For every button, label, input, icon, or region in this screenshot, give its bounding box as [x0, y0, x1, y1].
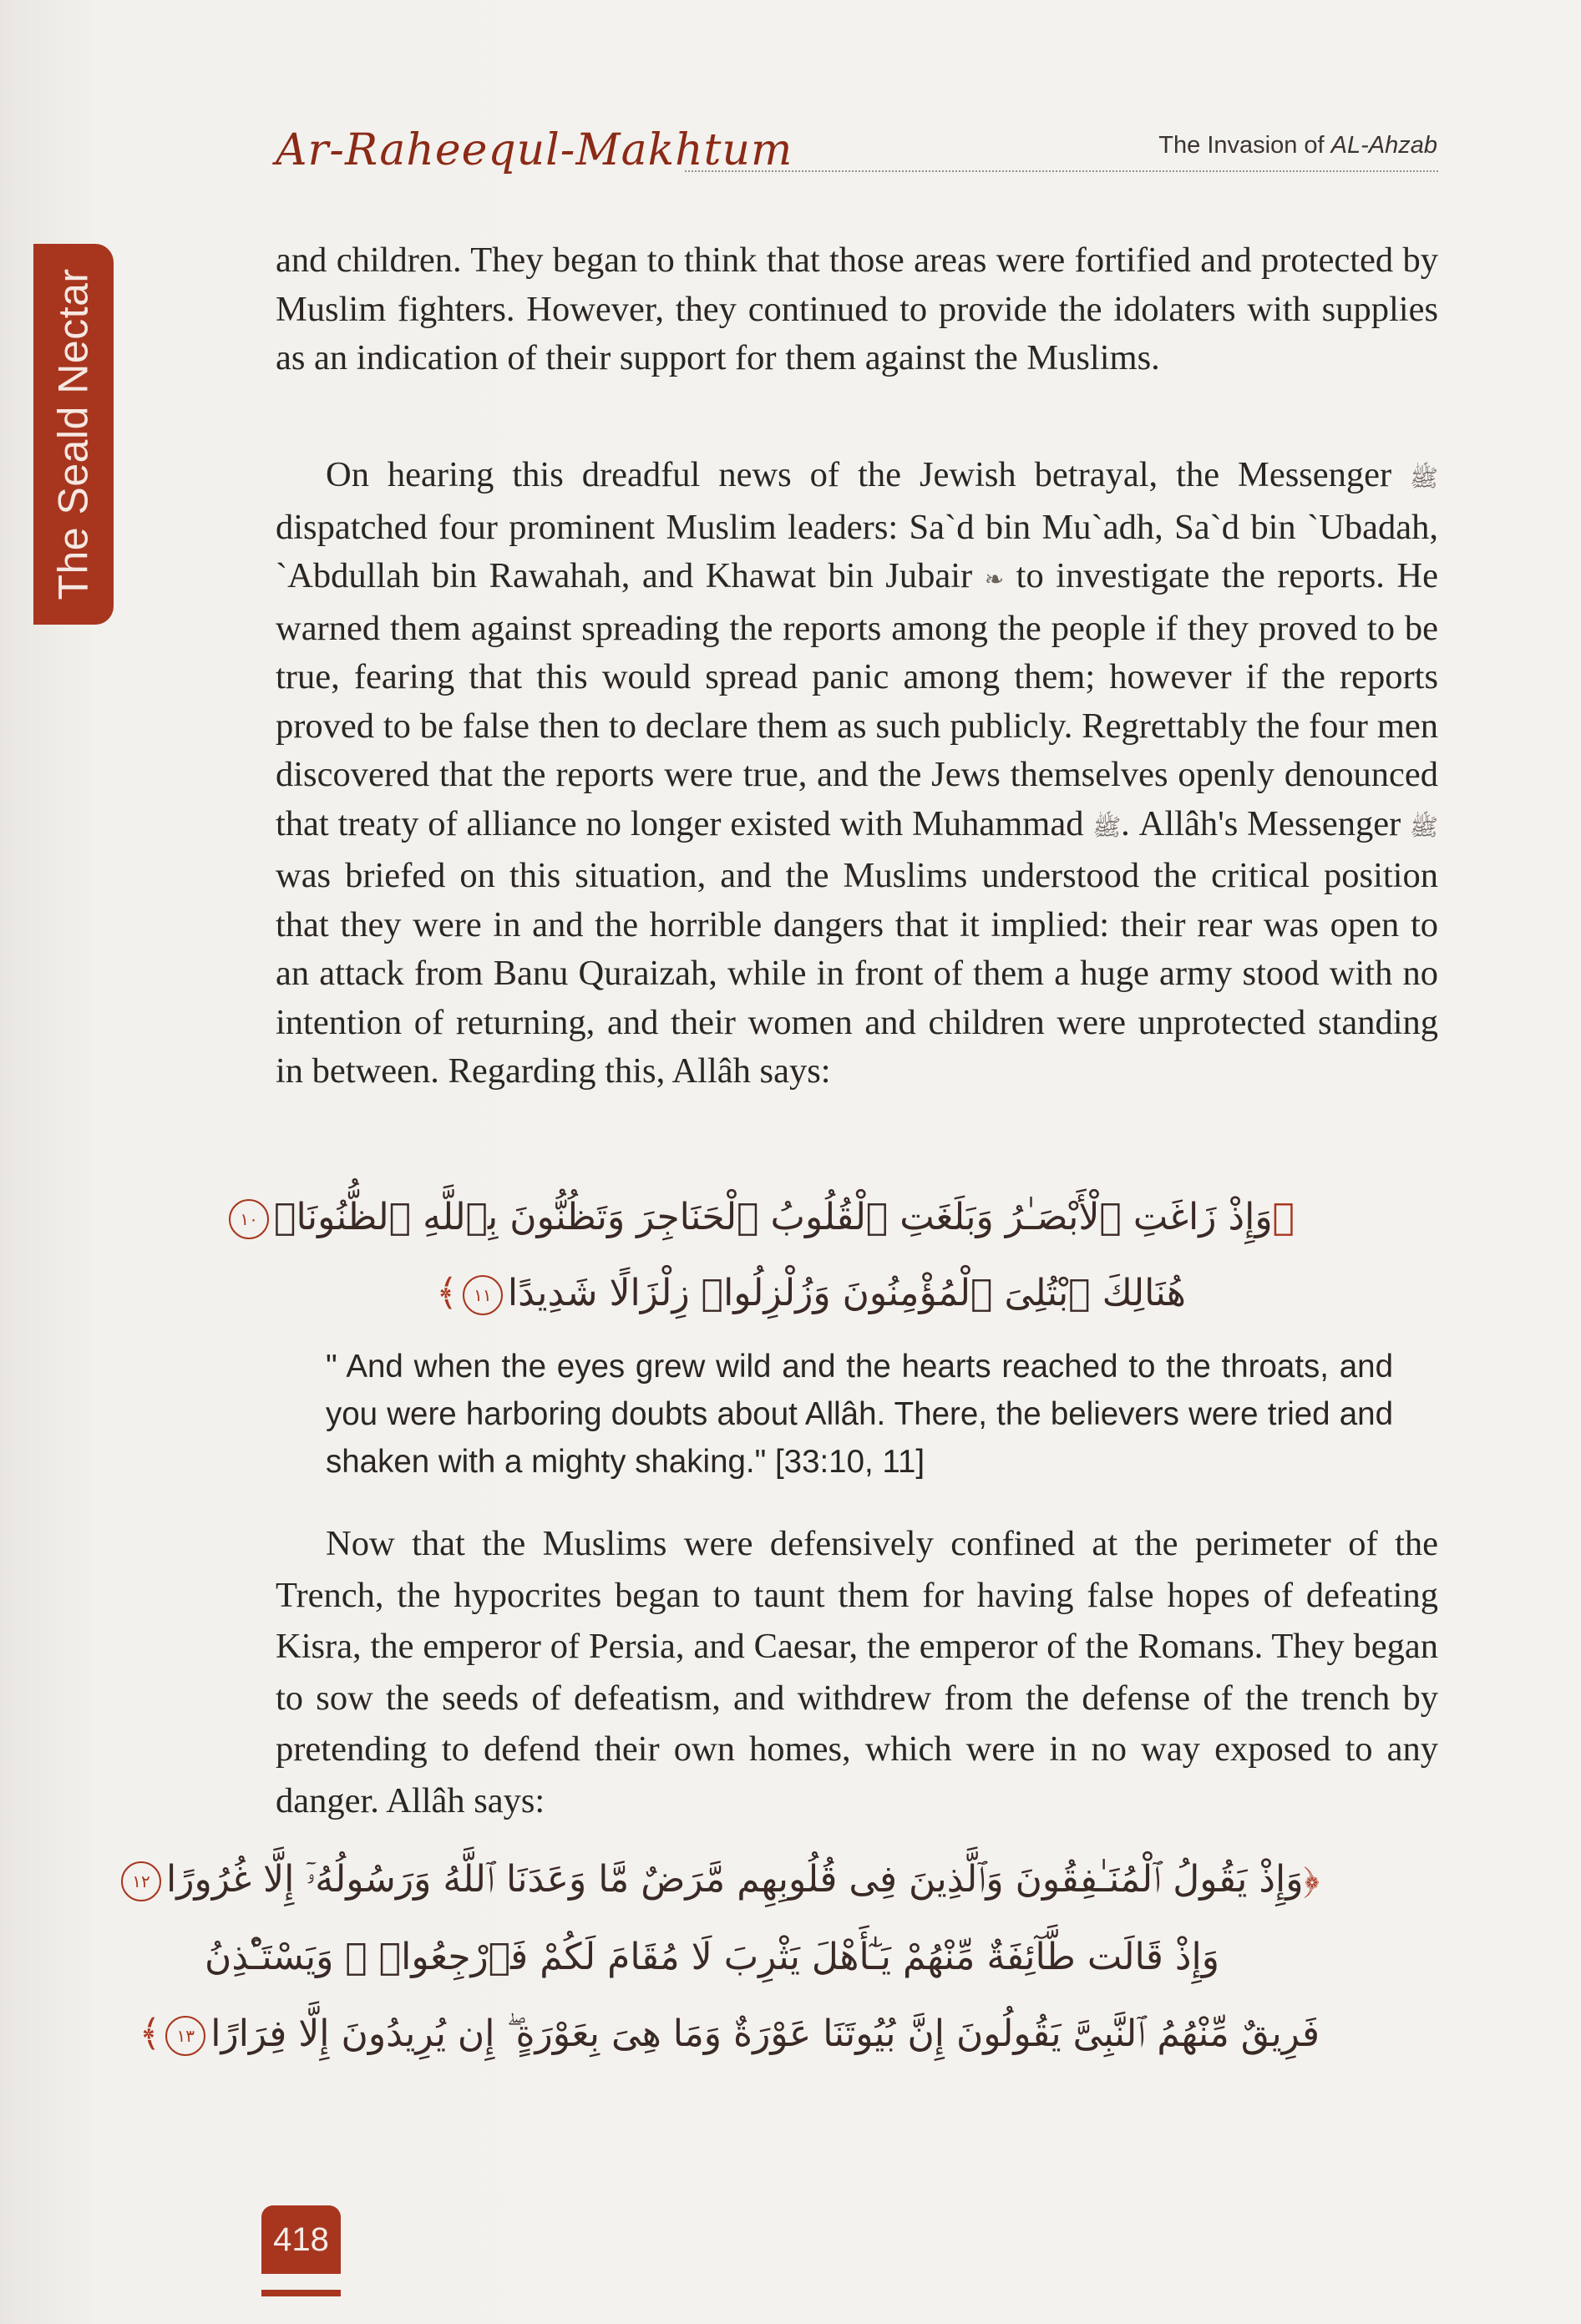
paragraph-1-text: and children. They began to think that those areas were fortified and protected by Muslim fighters. However, they continued to provide the idolaters with supplies as an indication of their support for them against the Muslims.: [276, 241, 1438, 377]
quran-verse-33-13-line-2: [139, 2013, 1320, 2056]
paragraph-2-part-c: to investigate the reports. He warned them against spreading the reports among the people if they proved to be true, fearing that this would spread panic among them; however if the reports proved to be false then to declare them as such publicly. Regrettably the four men discovered that the reports were true, and the Jews themselves openly denounced that treaty of alliance no longer existed with Muhammad: [276, 556, 1439, 843]
verse-number: ١٢: [121, 1861, 161, 1901]
side-tab-label: The Seald Nectar: [50, 268, 97, 600]
paragraph-2-part-d: . Allâh's Messenger: [1121, 803, 1411, 843]
quran-verse-33-13-line-1: [205, 1936, 1219, 1978]
verse-close-bracket: ﴾: [139, 2013, 161, 2055]
quran-verse-33-12: [132, 1858, 1320, 1901]
header-dotted-rule: [685, 170, 1438, 172]
quran-verse-33-11: [436, 1272, 1186, 1315]
verse-number: ١٠: [229, 1199, 269, 1239]
paragraph-2-part-e: was briefed on this situation, and the Muslims understood the critical position that they were in and the horrible dangers that it implied: their rear was open to an attack from Banu Quraizah, while in front of them a huge army stood with no intention of returning, and their women and children were unprotected standing in between. Regarding this, Allâh says:: [276, 856, 1438, 1091]
salawat-symbol-icon: ﷺ: [1410, 813, 1438, 841]
chapter-heading: [1158, 132, 1437, 159]
paragraph-2: [276, 451, 1438, 1096]
verse-close-bracket: ﴾: [436, 1272, 458, 1314]
paragraph-1: [276, 236, 1438, 383]
paragraph-2-part-b: dispatched four prominent Muslim leaders: Sa`d bin Mu`adh, Sa`d bin `Ubadah, `Abdullah bin Rawahah, and Khawat bin Jubair: [276, 507, 1438, 595]
paragraph-2-part-a: On hearing this dreadful news of the Jewish betrayal, the Messenger: [326, 455, 1411, 494]
side-tab: [33, 244, 114, 625]
verse-text: وَإِذْ قَالَت طَّآئِفَةٌ مِّنْهُمْ يَـٰٓأَهْلَ يَثْرِبَ لَا مُقَامَ لَكُمْ فَٱرْجِعُوا۟ ۚ وَيَسْتَـْٔذِنُ: [205, 1936, 1219, 1978]
verse-text: وَإِذْ يَقُولُ ٱلْمُنَـٰفِقُونَ وَٱلَّذِينَ فِى قُلُوبِهِم مَّرَضٌ مَّا وَعَدَنَا ٱللَّهُ وَرَسُولُهُۥٓ إِلَّا غُرُورًا: [166, 1858, 1304, 1901]
radiya-symbol-icon: ❧: [984, 565, 1005, 593]
verse-text: فَرِيقٌ مِّنْهُمُ ٱلنَّبِىَّ يَقُولُونَ إِنَّ بُيُوتَنَا عَوْرَةٌ وَمَا هِىَ بِعَوْرَةٍ ۖ إِن يُرِيدُونَ إِلَّا فِرَارًا: [210, 2013, 1320, 2055]
quran-verse-33-10: [240, 1196, 1295, 1239]
book-title-logo: Ar-Raheequl-Makhtum: [276, 125, 793, 175]
paragraph-3: [276, 1518, 1438, 1826]
verse-translation: " And when the eyes grew wild and the hearts reached to the throats, and you were harboring doubts about Allâh. There, the believers were tried and shaken with a mighty shaking." [33:10, 11]: [326, 1349, 1393, 1480]
verse-open-bracket: ﴿: [1272, 1196, 1295, 1238]
verse-text: هُنَالِكَ ٱبْتُلِىَ ٱلْمُؤْمِنُونَ وَزُلْزِلُوا۟ زِلْزَالًا شَدِيدًا: [507, 1272, 1186, 1314]
page-number: 418: [261, 2205, 341, 2274]
verse-number: ١٣: [165, 2016, 205, 2056]
verse-number: ١١: [463, 1275, 503, 1315]
verse-text: وَإِذْ زَاغَتِ ٱلْأَبْصَـٰرُ وَبَلَغَتِ ٱلْقُلُوبُ ٱلْحَنَاجِرَ وَتَظُنُّونَ بِٱللَّهِ ٱلظُّنُونَا۠: [274, 1196, 1273, 1238]
chapter-heading-italic: AL-Ahzab: [1330, 132, 1437, 159]
paragraph-3-text: Now that the Muslims were defensively confined at the perimeter of the Trench, the hypocrites began to taunt them for having false hopes of defeating Kisra, the emperor of Persia, and Caesar, the emperor of the Romans. They began to sow the seeds of defeatism, and withdrew from the defense of the trench by pretending to defend their own homes, which were in no way exposed to any danger. Allâh says:: [276, 1524, 1438, 1820]
verse-open-bracket: ﴿: [1303, 1858, 1320, 1901]
salawat-symbol-icon: ﷺ: [1092, 813, 1122, 841]
page-number-underline: [261, 2290, 341, 2296]
chapter-heading-prefix: The Invasion of: [1158, 132, 1331, 159]
paragraph-2-text: [276, 451, 1438, 1096]
salawat-symbol-icon: ﷺ: [1410, 464, 1438, 492]
